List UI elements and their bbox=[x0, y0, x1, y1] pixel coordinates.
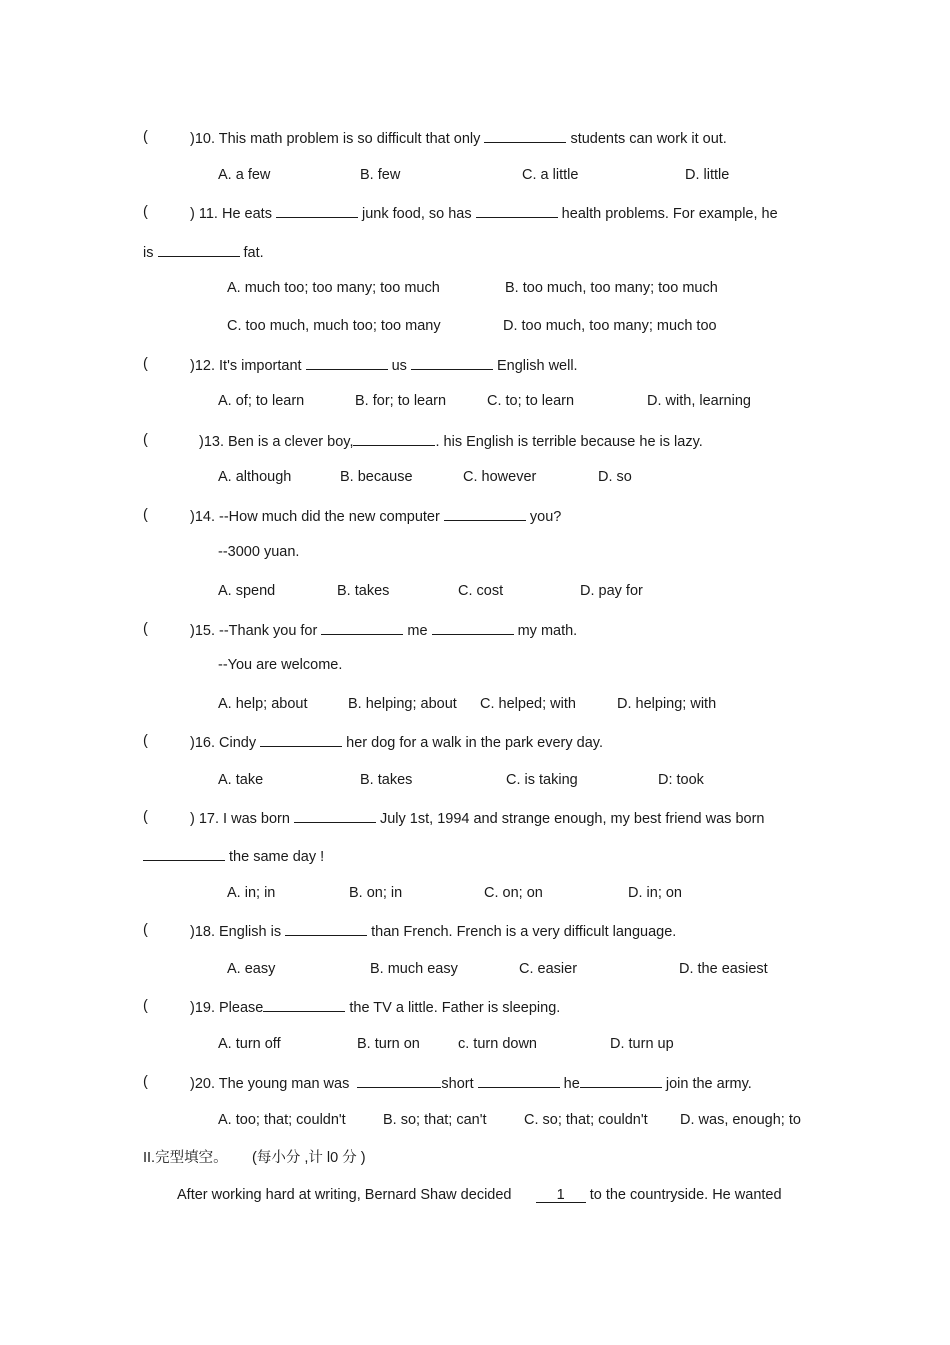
q11-option-d[interactable]: D. too much, too many; much too bbox=[503, 318, 717, 334]
q19-stem-text-b: the TV a little. Father is sleeping. bbox=[345, 1000, 561, 1016]
q10-option-d[interactable]: D. little bbox=[685, 167, 730, 183]
q18-option-b[interactable]: B. much easy bbox=[370, 961, 458, 977]
answer-blank[interactable] bbox=[260, 732, 342, 747]
q20-option-a[interactable]: A. too; that; couldn't bbox=[218, 1112, 346, 1128]
q17-option-b[interactable]: B. on; in bbox=[349, 885, 403, 901]
q10-option-b[interactable]: B. few bbox=[360, 167, 401, 183]
q15-stem-text-c: my math. bbox=[513, 623, 578, 639]
q10-stem bbox=[190, 128, 727, 148]
cloze-passage-text-b: to the countryside. He wanted bbox=[585, 1187, 782, 1203]
q20-stem-text-c: he bbox=[559, 1076, 580, 1092]
q17-stem bbox=[190, 808, 764, 828]
q20-option-b[interactable]: B. so; that; can't bbox=[383, 1112, 487, 1128]
q16-stem-text-b: her dog for a walk in the park every day. bbox=[342, 735, 603, 751]
q20-stem bbox=[190, 1073, 752, 1093]
q15-option-c[interactable]: C. helped; with bbox=[480, 696, 576, 712]
q13-option-a[interactable]: A. although bbox=[218, 469, 292, 485]
q18-stem-text-a: )18. English is bbox=[190, 924, 286, 940]
q11-option-c[interactable]: C. too much, much too; too many bbox=[227, 318, 441, 334]
q16-option-b[interactable]: B. takes bbox=[360, 772, 413, 788]
q18-stem bbox=[190, 921, 676, 941]
q14-option-b[interactable]: B. takes bbox=[337, 583, 390, 599]
q18-stem-text-b: than French. French is a very difficult language. bbox=[367, 924, 677, 940]
q20-stem-text-a: )20. The young man was bbox=[190, 1076, 354, 1092]
q16-option-a[interactable]: A. take bbox=[218, 772, 264, 788]
answer-blank[interactable] bbox=[276, 203, 358, 218]
q15-option-b[interactable]: B. helping; about bbox=[348, 696, 457, 712]
answer-blank[interactable] bbox=[321, 620, 403, 635]
q15-paren: ( bbox=[143, 621, 148, 637]
answer-blank[interactable] bbox=[285, 921, 367, 936]
answer-blank[interactable] bbox=[444, 506, 526, 521]
answer-blank[interactable] bbox=[411, 355, 493, 370]
q14-stem-text-a: )14. --How much did the new computer bbox=[190, 509, 444, 525]
q12-option-c[interactable]: C. to; to learn bbox=[487, 393, 575, 409]
q11-stem-continued bbox=[143, 242, 264, 262]
answer-blank[interactable] bbox=[432, 620, 514, 635]
q11-option-b[interactable]: B. too much, too many; too much bbox=[505, 280, 718, 296]
q16-paren: ( bbox=[143, 733, 148, 749]
q16-stem-text-a: )16. Cindy bbox=[190, 735, 261, 751]
q12-stem-text-b: us bbox=[387, 358, 411, 374]
q10-stem-text-a: )10. This math problem is so difficult that only bbox=[190, 131, 485, 147]
q15-option-a[interactable]: A. help; about bbox=[218, 696, 308, 712]
q20-option-d[interactable]: D. was, enough; to bbox=[680, 1112, 801, 1128]
answer-blank[interactable] bbox=[353, 431, 435, 446]
q11-option-a[interactable]: A. much too; too many; too much bbox=[227, 280, 440, 296]
answer-blank[interactable] bbox=[294, 808, 376, 823]
answer-blank[interactable] bbox=[580, 1073, 662, 1088]
q11-stem bbox=[190, 203, 778, 223]
q19-paren: ( bbox=[143, 998, 148, 1014]
cloze-passage-text-a: After working hard at writing, Bernard Shaw decided bbox=[177, 1187, 516, 1203]
section-2-score-note: (每小分 ,计 l0 分 ) bbox=[252, 1150, 366, 1166]
q10-paren: ( bbox=[143, 129, 148, 145]
q10-option-c[interactable]: C. a little bbox=[522, 167, 579, 183]
q19-stem bbox=[190, 997, 560, 1017]
q20-stem-text-b: short bbox=[441, 1076, 478, 1092]
q19-option-b[interactable]: B. turn on bbox=[357, 1036, 420, 1052]
q15-stem-text-a: )15. --Thank you for bbox=[190, 623, 322, 639]
q20-option-c[interactable]: C. so; that; couldn't bbox=[524, 1112, 648, 1128]
q17-option-a[interactable]: A. in; in bbox=[227, 885, 276, 901]
q11-cont-text-a: is bbox=[143, 245, 158, 261]
q12-stem-text-c: English well. bbox=[492, 358, 578, 374]
q20-paren: ( bbox=[143, 1074, 148, 1090]
q18-paren: ( bbox=[143, 922, 148, 938]
q20-stem-text-d: join the army. bbox=[661, 1076, 752, 1092]
q13-option-d[interactable]: D. so bbox=[598, 469, 632, 485]
q16-stem bbox=[190, 732, 603, 752]
q19-option-d[interactable]: D. turn up bbox=[610, 1036, 674, 1052]
q17-option-d[interactable]: D. in; on bbox=[628, 885, 682, 901]
q19-option-a[interactable]: A. turn off bbox=[218, 1036, 281, 1052]
answer-blank[interactable] bbox=[357, 1073, 441, 1088]
q13-paren: ( bbox=[143, 432, 148, 448]
q18-option-c[interactable]: C. easier bbox=[519, 961, 578, 977]
q13-stem-text-b: . his English is terrible because he is lazy. bbox=[435, 434, 703, 450]
q17-stem-text-b: July 1st, 1994 and strange enough, my best friend was born bbox=[375, 811, 765, 827]
q12-paren: ( bbox=[143, 356, 148, 372]
q12-option-d[interactable]: D. with, learning bbox=[647, 393, 751, 409]
answer-blank[interactable] bbox=[158, 242, 240, 257]
q14-option-d[interactable]: D. pay for bbox=[580, 583, 643, 599]
q17-stem-text-a: ) 17. I was born bbox=[190, 811, 294, 827]
answer-blank[interactable] bbox=[263, 997, 345, 1012]
q15-reply: --You are welcome. bbox=[218, 657, 343, 673]
cloze-passage-line bbox=[177, 1186, 782, 1204]
cloze-blank-1[interactable]: 1 bbox=[536, 1188, 586, 1203]
q17-stem-continued bbox=[143, 846, 324, 866]
answer-blank[interactable] bbox=[484, 128, 566, 143]
q15-stem-text-b: me bbox=[403, 623, 432, 639]
q14-paren: ( bbox=[143, 507, 148, 523]
q17-paren: ( bbox=[143, 809, 148, 825]
q11-paren: ( bbox=[143, 204, 148, 220]
q13-option-c[interactable]: C. however bbox=[463, 469, 537, 485]
q12-stem-text-a: )12. It's important bbox=[190, 358, 306, 374]
q12-stem bbox=[190, 355, 578, 375]
q14-option-a[interactable]: A. spend bbox=[218, 583, 276, 599]
answer-blank[interactable] bbox=[478, 1073, 560, 1088]
q15-stem bbox=[190, 620, 577, 640]
answer-blank[interactable] bbox=[476, 203, 558, 218]
q15-option-d[interactable]: D. helping; with bbox=[617, 696, 717, 712]
q11-stem-text-b: junk food, so has bbox=[357, 206, 476, 222]
q10-stem-text-b: students can work it out. bbox=[566, 131, 727, 147]
answer-blank[interactable] bbox=[306, 355, 388, 370]
q18-option-d[interactable]: D. the easiest bbox=[679, 961, 768, 977]
answer-blank[interactable] bbox=[143, 846, 225, 861]
q11-stem-text-c: health problems. For example, he bbox=[557, 206, 778, 222]
q14-reply: --3000 yuan. bbox=[218, 544, 300, 560]
q16-option-c[interactable]: C. is taking bbox=[506, 772, 578, 788]
q19-option-c[interactable]: c. turn down bbox=[458, 1036, 537, 1052]
q14-stem bbox=[190, 506, 561, 526]
q12-option-a[interactable]: A. of; to learn bbox=[218, 393, 305, 409]
q11-stem-text-a: ) 11. He eats bbox=[190, 206, 276, 222]
q16-option-d[interactable]: D: took bbox=[658, 772, 704, 788]
q13-option-b[interactable]: B. because bbox=[340, 469, 413, 485]
q19-stem-text-a: )19. Please bbox=[190, 1000, 264, 1016]
q17-cont-text-b: the same day ! bbox=[225, 849, 325, 865]
q13-stem-text-a: )13. Ben is a clever boy, bbox=[199, 434, 354, 450]
q13-stem bbox=[199, 431, 703, 451]
section-2-title: II.完型填空。 bbox=[143, 1150, 228, 1166]
q10-option-a[interactable]: A. a few bbox=[218, 167, 271, 183]
q14-option-c[interactable]: C. cost bbox=[458, 583, 504, 599]
q14-stem-text-b: you? bbox=[525, 509, 562, 525]
q12-option-b[interactable]: B. for; to learn bbox=[355, 393, 447, 409]
q17-option-c[interactable]: C. on; on bbox=[484, 885, 543, 901]
q11-cont-text-b: fat. bbox=[239, 245, 264, 261]
q18-option-a[interactable]: A. easy bbox=[227, 961, 276, 977]
